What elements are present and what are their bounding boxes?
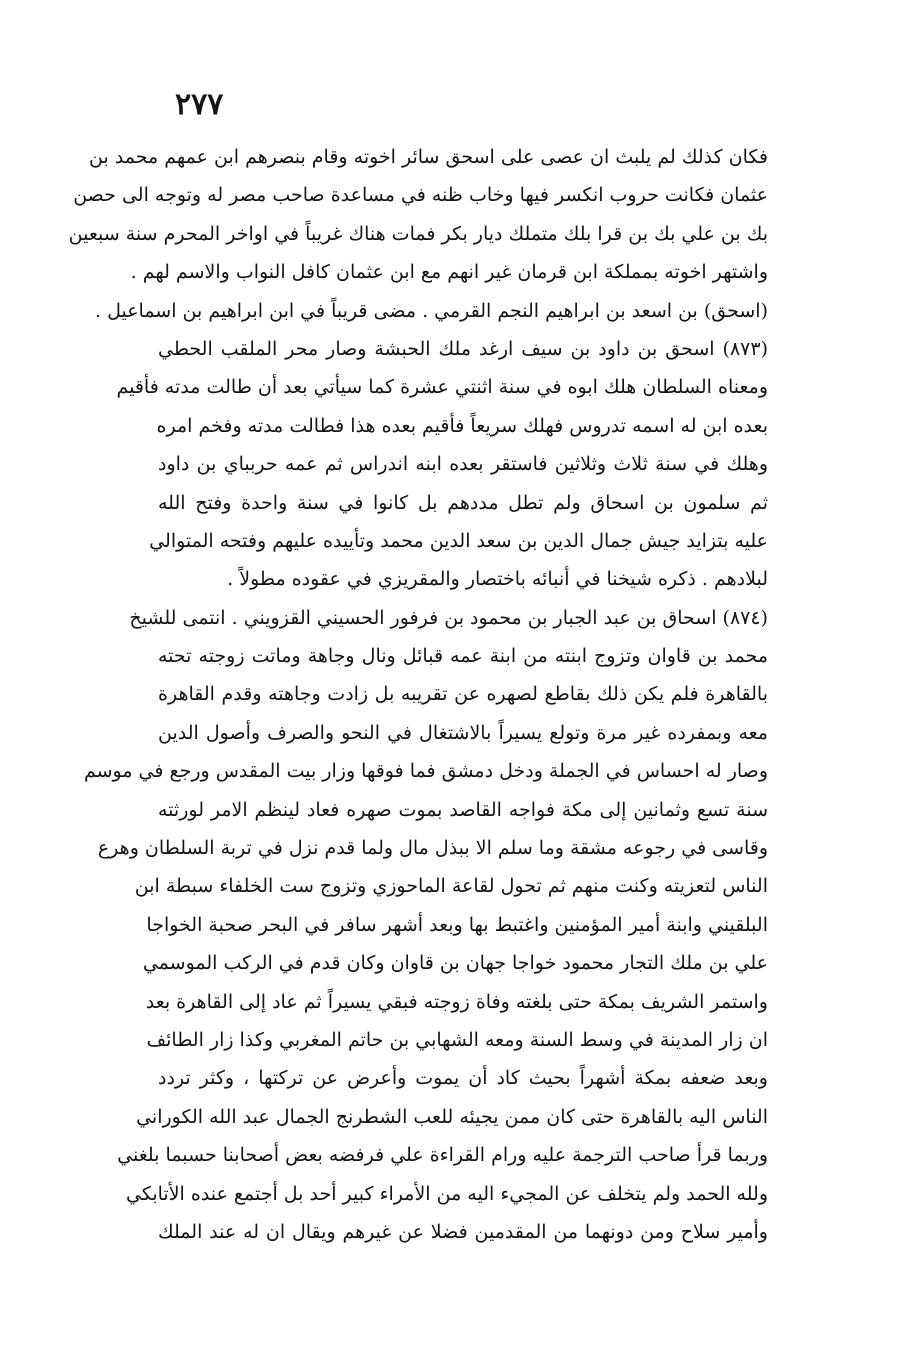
text-line: عثمان فكانت حروب انكسر فيها وخاب ظنه في مساعدة صاحب مصر له وتوجه الى حصن (73, 184, 768, 207)
text-line: سنة تسع وثمانين إلى مكة فواجه القاصد بموت صهره فعاد لينظم الامر لورثته (158, 798, 768, 821)
text-line: الناس اليه بالقاهرة حتى كان ممن يجيئه للعب الشطرنج الجمال عبد الله الكوراني (136, 1105, 768, 1128)
entry-heading-line: (اسحق) بن اسعد بن ابراهيم النجم القرمي . مضى قريباً في ابن ابراهيم بن اسماعيل . (95, 299, 768, 322)
text-line: وصار له احساس في الجملة ودخل دمشق فما فوقها وزار بيت المقدس ورجع في موسم (83, 760, 768, 783)
text-line: معه وبمفرده غير مرة وتولع يسيراً بالاشتغال في النحو والصرف وأصول الدين (158, 721, 768, 744)
text-line: فكان كذلك لم يلبث ان عصى على اسحق سائر اخوته وقام بنصرهم ابن عمهم محمد بن (89, 146, 768, 168)
text-line: بك بن علي بك بن قرا بلك متملك ديار بكر فمات هناك غريباً في اواخر المحرم سنة سبعين (68, 222, 768, 245)
text-line: واستمر الشريف بمكة حتى بلغته وفاة زوجته فبقي يسيراً ثم عاد إلى القاهرة بعد (145, 990, 768, 1013)
text-line: وهلك في سنة ثلاث وثلاثين فاستقر بعده ابنه اندراس ثم عمه حربباي بن داود (158, 453, 768, 476)
text-line: ولله الحمد ولم يتخلف عن المجيء اليه من الأمراء كبير أحد بل أجتمع عنده الأتابكي (126, 1182, 768, 1205)
text-line: واشتهر اخوته بمملكة ابن قرمان غير انهم مع ابن عثمان كافل النواب والاسم لهم . (130, 261, 768, 284)
text-line: ومعناه السلطان هلك ابوه في سنة اثنتي عشرة كما سيأتي بعد أن طالت مدته فأقيم (116, 376, 768, 399)
text-line: لبلادهم . ذكره شيخنا في أنبائه باختصار والمقريزي في عقوده مطولاً . (227, 568, 768, 591)
text-line: محمد بن قاوان وتزوج ابنته من ابنة عمه قبائل ونال وجاهة وماتت زوجته تحته (158, 645, 768, 668)
text-line: وربما قرأ صاحب الترجمة عليه ورام القراءة علي فرفضه بعض أصحابنا حسبما بلغني (117, 1144, 768, 1167)
entry-heading-line: (٨٧٣) اسحق بن داود بن سيف ارغد ملك الحبشة وصار محر الملقب الحطي (158, 337, 768, 360)
text-line: وقاسى في رجوعه مشقة وما سلم الا ببذل مال ولما قدم نزل في تربة السلطان وهرع (97, 837, 768, 860)
entry-heading-line: (٨٧٤) اسحاق بن عبد الجبار بن محمود بن فرفور الحسيني القزويني . انتمى للشيخ (129, 606, 768, 629)
text-line: علي بن ملك التجار محمود خواجا جهان بن قاوان وكان قدم في الركب الموسمي (142, 952, 768, 975)
text-line: بالقاهرة فلم يكن ذلك بقاطع لصهره عن تقريبه بل زادت وجاهته وقدم القاهرة (158, 683, 768, 706)
text-line: ان زار المدينة في وسط السنة ومعه الشهابي بن حاتم المغربي وكذا زار الطائف (146, 1028, 768, 1051)
text-line: عليه بتزايد جيش جمال الدين بن سعد الدين محمد وتأييده عليهم وفتحه المتوالي (149, 529, 768, 552)
text-line: وبعد ضعفه بمكة أشهراً بحيث كاد أن يموت وأعرض عن تركتها ، وكثر تردد (158, 1067, 768, 1090)
page-text-body (68, 138, 768, 1251)
text-line: بعده ابن له اسمه تدروس فهلك سريعاً فأقيم بعده هذا فطالت مدته وفخم امره (156, 414, 768, 437)
text-line: الناس لتعزيته وكنت منهم ثم تحول لقاعة الماحوزي وتزوج ست الخلفاء سبطة ابن (134, 875, 768, 898)
text-line: ثم سلمون بن اسحاق ولم تطل مددهم بل كانوا في سنة واحدة وفتح الله (158, 491, 768, 514)
page-number: ٢٧٧ (175, 87, 224, 122)
text-line: وأمير سلاح ومن دونهما من المقدمين فضلا عن غيرهم ويقال ان له عند الملك (158, 1220, 768, 1243)
text-line: البلقيني وابنة أمير المؤمنين واغتبط بها وبعد أشهر سافر في البحر صحبة الخواجا (146, 913, 768, 936)
